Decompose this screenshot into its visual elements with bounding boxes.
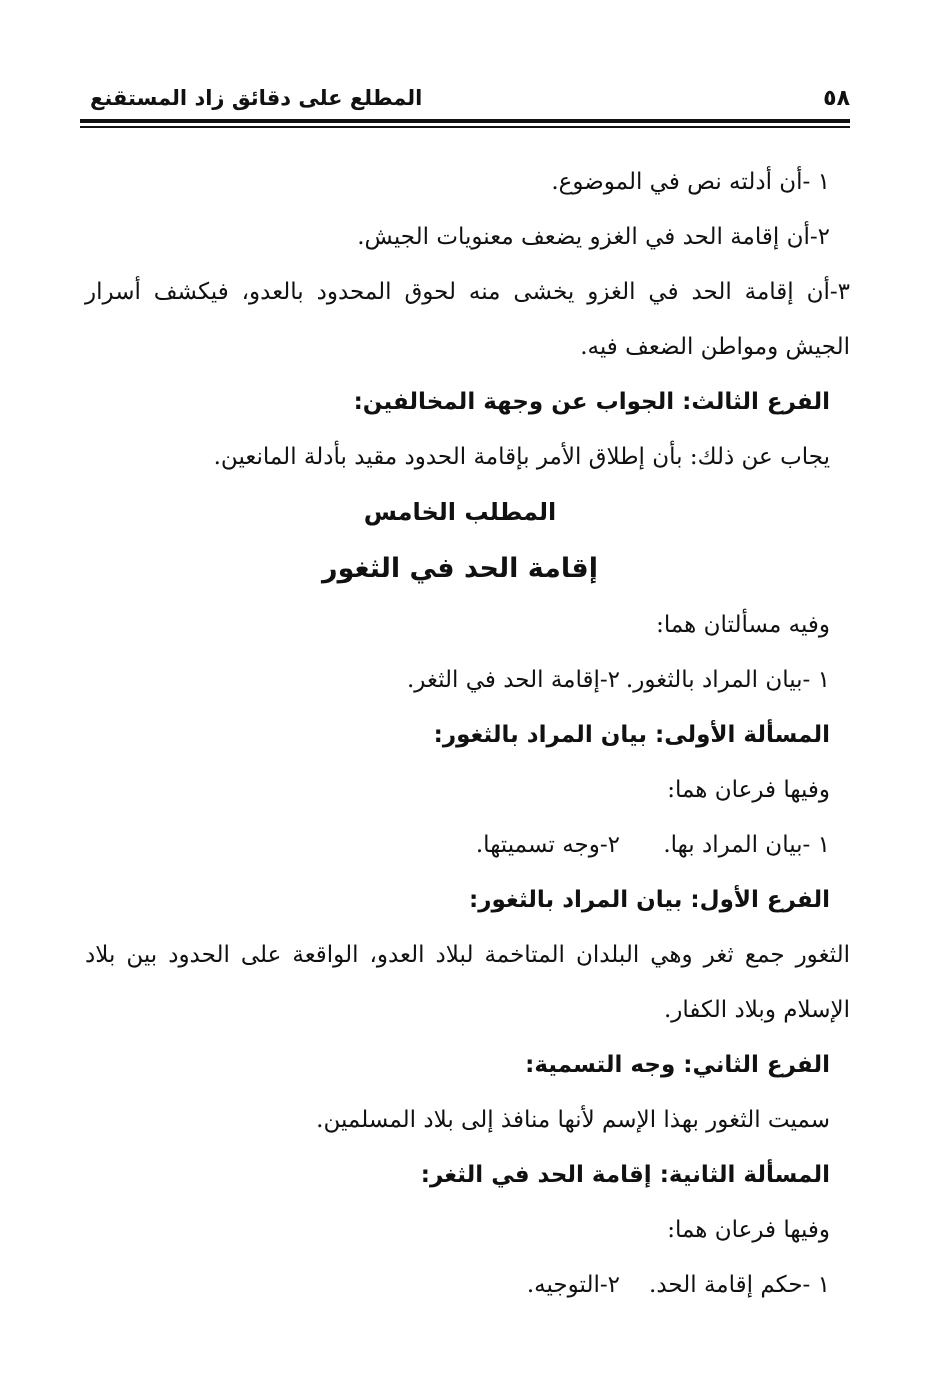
issue-1-heading: المسألة الأولى: بيان المراد بالثغور: (433, 722, 830, 748)
section-title: المطلب الخامس (363, 498, 557, 526)
branch-1-text: الثغور جمع ثغر وهي البلدان المتاخمة لبلاد العدو، الواقعة على الحدود بين بلاد الإسلام وبلاد الكفار. (85, 942, 850, 1023)
issue-item-2: ٢-إقامة الحد في الثغر. (406, 667, 620, 693)
branch-2-heading: الفرع الثاني: وجه التسمية: (525, 1052, 830, 1078)
issues-list (90, 653, 830, 708)
header-rule-thick (80, 119, 850, 123)
issue-1-branch-1: ١ -بيان المراد بها. (663, 832, 830, 858)
issue-2-heading: المسألة الثانية: إقامة الحد في الثغر: (420, 1162, 830, 1188)
issue-2-intro: وفيها فرعان هما: (667, 1217, 830, 1243)
list-item-point-2: ٢-أن إقامة الحد في الغزو يضعف معنويات الجيش. (357, 224, 830, 250)
issues-intro: وفيه مسألتان هما: (656, 612, 830, 638)
page-number: ٥٨ (823, 86, 850, 111)
branch-3-text: يجاب عن ذلك: بأن إطلاق الأمر بإقامة الحدود مقيد بأدلة المانعين. (213, 444, 830, 470)
header-rule-thin (80, 126, 850, 128)
issue-2-branch-1: ١ -حكم إقامة الحد. (649, 1272, 830, 1298)
branch-3-heading: الفرع الثالث: الجواب عن وجهة المخالفين: (353, 389, 830, 415)
issue-1-branch-2: ٢-وجه تسميتها. (475, 832, 620, 858)
issue-2-branches (90, 1258, 830, 1313)
list-item-point-3: ٣-أن إقامة الحد في الغزو يخشى منه لحوق المحدود بالعدو، فيكشف أسرار الجيش ومواطن الضعف فيه. (85, 279, 850, 360)
issue-item-1: ١ -بيان المراد بالثغور. (625, 667, 830, 693)
running-header (80, 82, 850, 118)
book-title: المطلع على دقائق زاد المستقنع (90, 86, 423, 110)
branch-1-heading: الفرع الأول: بيان المراد بالثغور: (469, 887, 830, 913)
issue-2-branch-2: ٢-التوجيه. (526, 1272, 620, 1298)
section-subtitle: إقامة الحد في الثغور (322, 553, 598, 584)
page-body (85, 155, 850, 1313)
branch-2-text: سميت الثغور بهذا الإسم لأنها منافذ إلى بلاد المسلمين. (316, 1107, 830, 1133)
list-item-point-1: ١ -أن أدلته نص في الموضوع. (551, 169, 830, 195)
issue-1-intro: وفيها فرعان هما: (667, 777, 830, 803)
issue-1-branches (90, 818, 830, 873)
